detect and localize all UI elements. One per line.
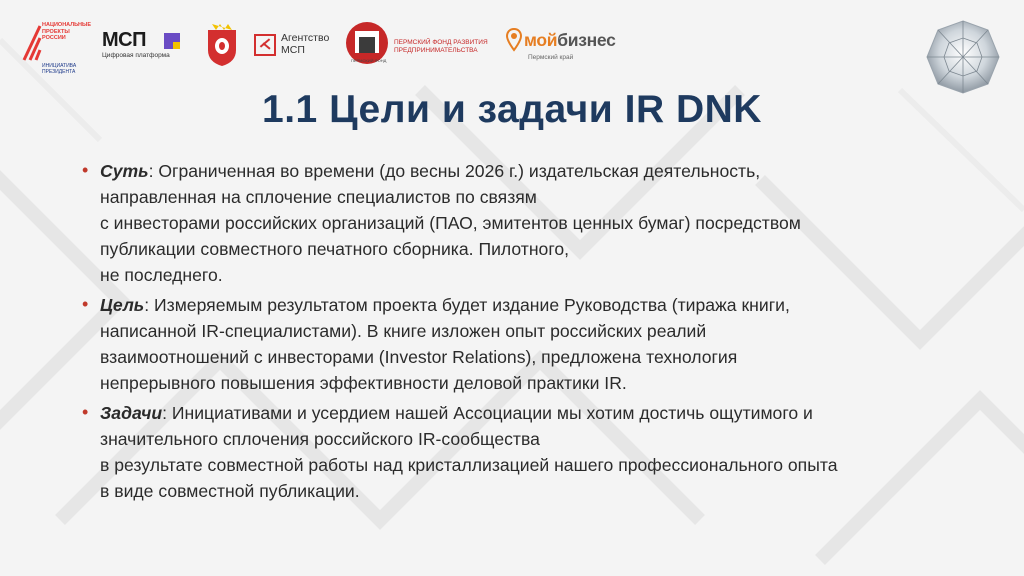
moi-biznes-subtitle: Пермский край [528,54,574,61]
perm-development-fund-logo [346,22,494,74]
bullet-line: взаимоотношений с инвесторами (Investor Relations), предложена технология [100,347,738,367]
logo-bar [0,18,1024,78]
msp-logo-subtitle: Цифровая платформа [102,52,170,59]
bullet-line: направленная на сплочение специалистов по связям [100,187,537,207]
msp-platform-logo [102,30,190,70]
fund-mini-text: ПЕРМСКИЙ ФОНД [351,58,387,63]
national-projects-subtitle: ИНИЦИАТИВА ПРЕЗИДЕНТА [42,63,77,75]
perm-krai-crest-icon [204,24,240,68]
moi-biznes-brand: мойбизнес [524,30,616,50]
bullet-term: Цель [100,295,145,315]
bullet-line: • Суть: Ограниченная во времени (до весны 2026 г.) издательская деятельность, [100,161,761,181]
bullet-term: Задачи [100,403,163,423]
bullet-item-essence [82,158,962,288]
bullet-line: значительного сплочения российского IR-сообщества [100,429,540,449]
national-projects-title: НАЦИОНАЛЬНЫЕ ПРОЕКТЫ РОССИИ [42,22,92,41]
bullet-line: написанной IR-специалистами). В книге изложен опыт российских реалий [100,321,707,341]
bullet-line: • Задачи: Инициативами и усердием нашей Ассоциации мы хотим достичь ощутимого и [100,403,813,423]
national-projects-logo [22,22,92,78]
msp-logo-name: МСП [102,29,146,51]
fund-name-text: ПЕРМСКИЙ ФОНД РАЗВИТИЯ ПРЕДПРИНИМАТЕЛЬСТВА [394,39,488,54]
bullet-line: в виде совместной публикации. [100,481,360,501]
location-pin-icon [506,28,522,52]
bullet-line: публикации совместного печатного сборника. Пилотного, [100,239,570,259]
red-stripes-icon [22,22,42,62]
slide-title: 1.1 Цели и задачи IR DNK [262,88,762,131]
agency-msp-text: Агентство МСП [281,32,330,56]
bullet-term: Суть [100,161,149,181]
bullet-item-goal [82,292,962,396]
bullet-line: с инвесторами российских организаций (ПАО, эмитентов ценных бумаг) посредством [100,213,801,233]
bullet-line: не последнего. [100,265,223,285]
diamond-icon [924,18,1002,96]
bullet-line: • Цель: Измеряемым результатом проекта будет издание Руководства (тиража книги, [100,295,790,315]
bullet-list [82,158,962,508]
bullet-line: непрерывного повышения эффективности деловой практики IR. [100,373,627,393]
fund-house-icon [355,31,379,53]
bullet-line: в результате совместной работы над кристаллизацией нашего профессионального опыта [100,455,838,475]
agency-envelope-icon [254,34,276,56]
moi-biznes-logo [506,28,636,70]
agency-msp-logo [254,32,338,66]
bullet-item-tasks [82,400,962,504]
msp-square-icon [164,33,180,49]
